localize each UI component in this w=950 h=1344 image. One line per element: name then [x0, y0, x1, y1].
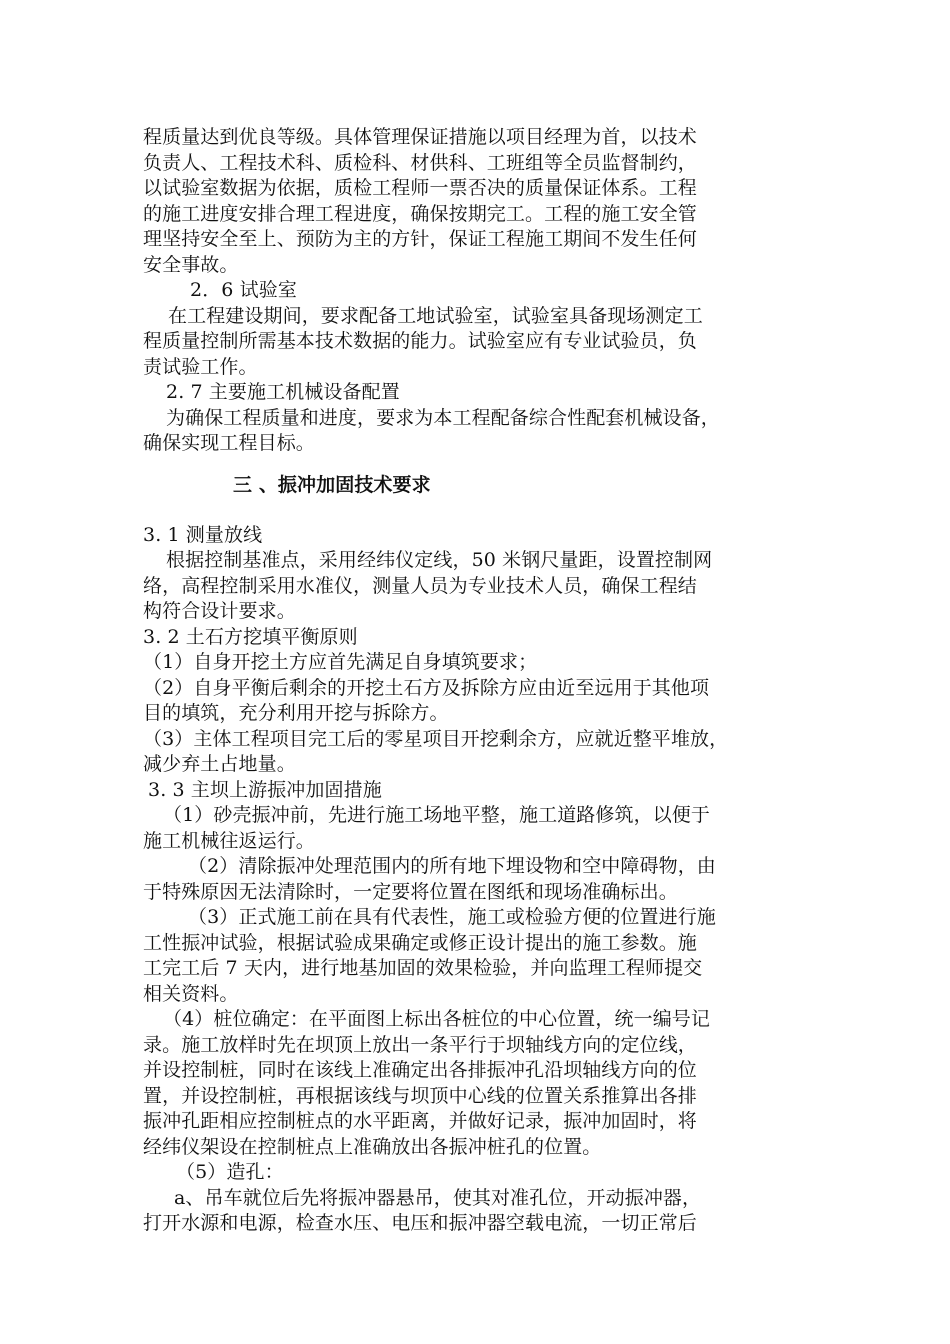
text-line: 并设控制桩，同时在该线上准确定出各排振冲孔沿坝轴线方向的位: [143, 1059, 697, 1081]
text-line: 理坚持安全至上、预防为主的方针，保证工程施工期间不发生任何: [143, 228, 697, 250]
text-line: 于特殊原因无法清除时，一定要将位置在图纸和现场准确标出。: [143, 881, 678, 903]
text-line: a、吊车就位后先将振冲器悬吊，使其对准孔位，开动振冲器，: [174, 1187, 702, 1209]
text-line: 打开水源和电源，检查水压、电压和振冲器空载电流，一切正常后: [143, 1212, 697, 1234]
text-line: 负责人、工程技术科、质检科、材供科、工班组等全员监督制约，: [143, 152, 697, 174]
text-line: 目的填筑，充分利用开挖与拆除方。: [143, 702, 449, 724]
text-line: 在工程建设期间，要求配备工地试验室，试验室具备现场测定工: [168, 305, 703, 327]
text-line: 工性振冲试验，根据试验成果确定或修正设计提出的施工参数。施: [143, 932, 697, 954]
section-heading-3-2: 3. 2 土石方挖填平衡原则: [143, 626, 358, 648]
section-heading-3-1: 3. 1 测量放线: [143, 524, 263, 546]
section-heading-2-7: 2. 7 主要施工机械设备配置: [166, 381, 400, 403]
text-line: 责试验工作。: [143, 356, 258, 378]
list-item: （3）正式施工前在具有代表性，施工或检验方便的位置进行施: [188, 906, 716, 928]
text-line: 程质量达到优良等级。具体管理保证措施以项目经理为首，以技术: [143, 126, 697, 148]
text-line: 工完工后 7 天内，进行地基加固的效果检验，并向监理工程师提交: [143, 957, 703, 979]
text-line: 相关资料。: [143, 983, 239, 1005]
text-line: 根据控制基准点，采用经纬仪定线，50 米钢尺量距，设置控制网: [166, 549, 713, 571]
text-line: 振冲孔距相应控制桩点的水平距离，并做好记录，振冲加固时，将: [143, 1110, 697, 1132]
text-line: 为确保工程质量和进度，要求为本工程配备综合性配套机械设备，: [166, 407, 720, 429]
text-line: 置，并设控制桩，再根据该线与坝顶中心线的位置关系推算出各排: [143, 1085, 697, 1107]
list-item: （2）清除振冲处理范围内的所有地下埋设物和空中障碍物，由: [188, 855, 716, 877]
text-line: 程质量控制所需基本技术数据的能力。试验室应有专业试验员，负: [143, 330, 697, 352]
list-item: （3）主体工程项目完工后的零星项目开挖剩余方，应就近整平堆放，: [143, 728, 729, 750]
text-line: 减少弃土占地量。: [143, 753, 296, 775]
text-line: 构符合设计要求。: [143, 600, 296, 622]
list-item: （1）自身开挖土方应首先满足自身填筑要求；: [143, 651, 538, 673]
text-line: 安全事故。: [143, 254, 239, 276]
section-heading-3-3: 3. 3 主坝上游振冲加固措施: [148, 779, 382, 801]
list-item: （2）自身平衡后剩余的开挖土石方及拆除方应由近至远用于其他项: [143, 677, 710, 699]
text-line: 络，高程控制采用水准仪，测量人员为专业技术人员，确保工程结: [143, 575, 697, 597]
section-heading-2-6: 2．6 试验室: [190, 279, 297, 301]
text-line: 经纬仪架设在控制桩点上准确放出各振冲桩孔的位置。: [143, 1136, 602, 1158]
list-item: （5）造孔：: [176, 1161, 284, 1183]
list-item: （4）桩位确定：在平面图上标出各桩位的中心位置，统一编号记: [163, 1008, 710, 1030]
text-line: 以试验室数据为依据，质检工程师一票否决的质量保证体系。工程: [143, 177, 697, 199]
text-line: 施工机械往返运行。: [143, 830, 315, 852]
text-line: 确保实现工程目标。: [143, 432, 315, 454]
text-line: 录。施工放样时先在坝顶上放出一条平行于坝轴线方向的定位线，: [143, 1034, 697, 1056]
text-line: 的施工进度安排合理工程进度，确保按期完工。工程的施工安全管: [143, 203, 697, 225]
list-item: （1）砂壳振冲前，先进行施工场地平整，施工道路修筑，以便于: [163, 804, 710, 826]
chapter-heading: 三 、振冲加固技术要求: [233, 474, 431, 496]
